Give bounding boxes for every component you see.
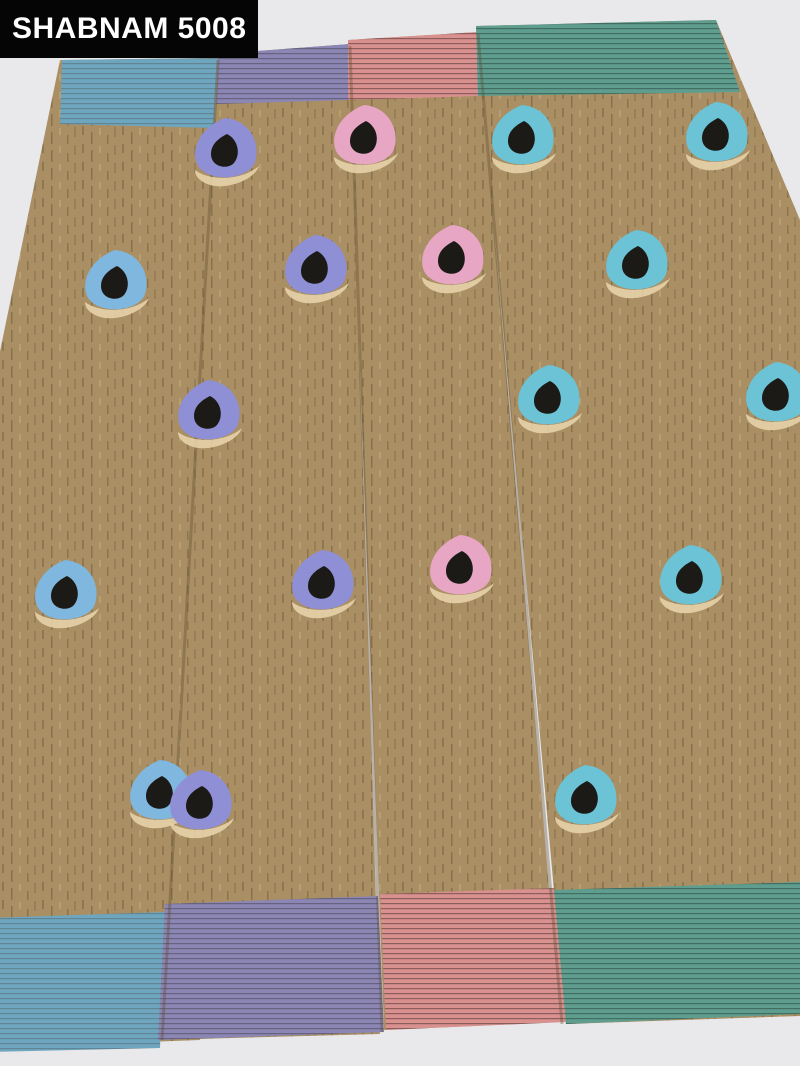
product-code-label: SHABNAM 5008 bbox=[0, 0, 258, 58]
